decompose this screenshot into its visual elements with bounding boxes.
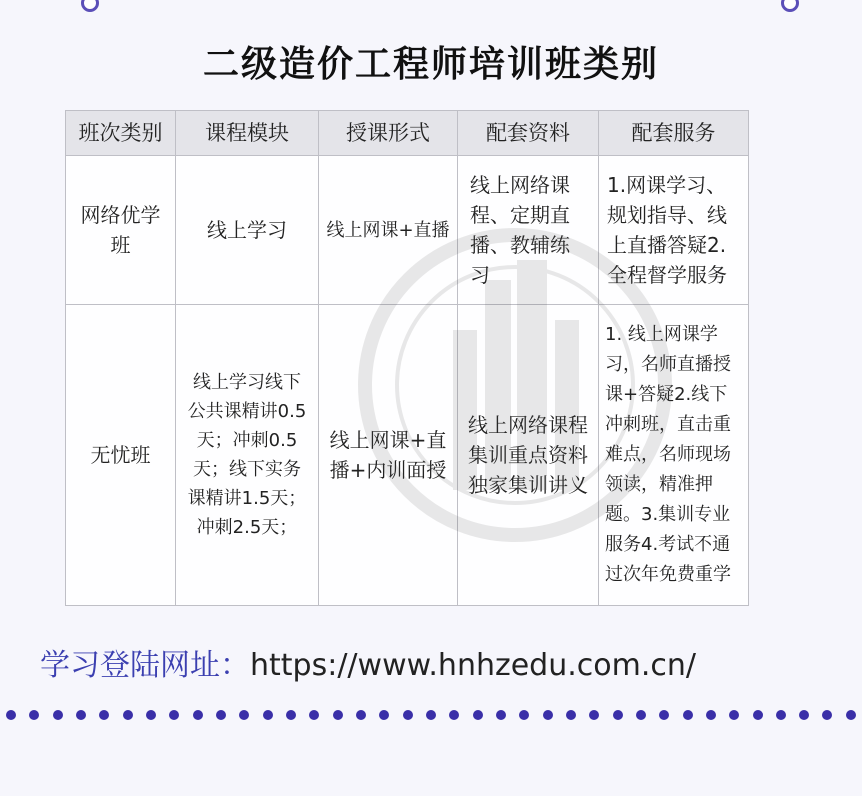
- cell-module: 线上学习线下公共课精讲0.5天；冲刺0.5天；线下实务课精讲1.5天；冲刺2.5天；: [176, 305, 319, 606]
- cell-format: 线上网课+直播+内训面授: [319, 305, 458, 606]
- divider-dot: [799, 710, 809, 720]
- divider-dot: [6, 710, 16, 720]
- divider-dot: [566, 710, 576, 720]
- divider-dot: [473, 710, 483, 720]
- divider-dot: [403, 710, 413, 720]
- divider-dot: [193, 710, 203, 720]
- divider-dot: [29, 710, 39, 720]
- header-format: 授课形式: [319, 111, 458, 156]
- divider-dot: [53, 710, 63, 720]
- divider-dot: [659, 710, 669, 720]
- url-link[interactable]: https://www.hnhzedu.com.cn/: [250, 648, 696, 683]
- divider-dot: [776, 710, 786, 720]
- dotted-divider: [0, 708, 862, 722]
- divider-dot: [146, 710, 156, 720]
- divider-dot: [613, 710, 623, 720]
- divider-dot: [286, 710, 296, 720]
- divider-dot: [449, 710, 459, 720]
- cell-materials: 线上网络课程集训重点资料独家集训讲义: [458, 305, 599, 606]
- divider-dot: [589, 710, 599, 720]
- divider-dot: [99, 710, 109, 720]
- table-row: [66, 305, 749, 606]
- header-module: 课程模块: [176, 111, 319, 156]
- divider-dot: [123, 710, 133, 720]
- cell-services: 1.网课学习、规划指导、线上直播答疑2.全程督学服务: [599, 156, 749, 305]
- divider-dot: [543, 710, 553, 720]
- divider-dot: [636, 710, 646, 720]
- divider-dot: [683, 710, 693, 720]
- page-title: 二级造价工程师培训班类别: [202, 44, 659, 85]
- divider-dot: [263, 710, 273, 720]
- header-services: 配套服务: [599, 111, 749, 156]
- cell-materials: 线上网络课程、定期直播、教辅练习: [458, 156, 599, 305]
- table-row: [66, 156, 749, 305]
- divider-dot: [426, 710, 436, 720]
- header-class-type: 班次类别: [66, 111, 176, 156]
- divider-dot: [519, 710, 529, 720]
- divider-dot: [333, 710, 343, 720]
- cell-class-type: 网络优学班: [66, 156, 176, 305]
- corner-dot-right: [781, 0, 799, 12]
- divider-dot: [356, 710, 366, 720]
- url-label: 学习登陆网址：: [40, 648, 250, 683]
- divider-dot: [846, 710, 856, 720]
- divider-dot: [169, 710, 179, 720]
- divider-dot: [239, 710, 249, 720]
- divider-dot: [729, 710, 739, 720]
- cell-module: 线上学习: [176, 156, 319, 305]
- corner-dot-left: [81, 0, 99, 12]
- cell-class-type: 无忧班: [66, 305, 176, 606]
- cell-services: 1. 线上网课学习，名师直播授课+答疑2.线下冲刺班，直击重难点，名师现场领读，精准押题。3.集训专业服务4.考试不通过次年免费重学: [599, 305, 749, 606]
- divider-dot: [309, 710, 319, 720]
- divider-dot: [753, 710, 763, 720]
- header-materials: 配套资料: [458, 111, 599, 156]
- course-table: [65, 110, 749, 606]
- divider-dot: [379, 710, 389, 720]
- divider-dot: [76, 710, 86, 720]
- divider-dot: [496, 710, 506, 720]
- login-url-line: [40, 640, 696, 684]
- divider-dot: [706, 710, 716, 720]
- divider-dot: [822, 710, 832, 720]
- divider-dot: [216, 710, 226, 720]
- cell-format: 线上网课+直播: [319, 156, 458, 305]
- table-header-row: [66, 111, 749, 156]
